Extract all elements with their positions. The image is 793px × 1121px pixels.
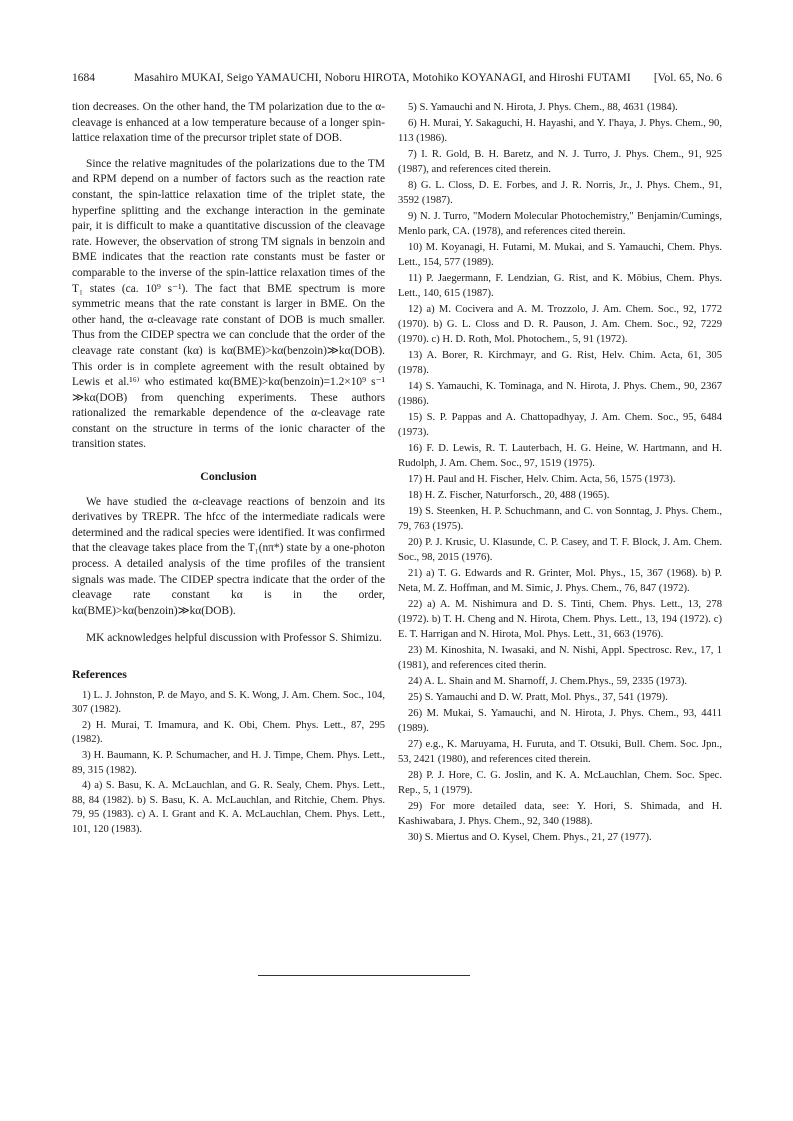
reference-item: 18) H. Z. Fischer, Naturforsch., 20, 488 (1965). bbox=[408, 490, 610, 502]
reference-item: 25) S. Yamauchi and D. W. Pratt, Mol. Phys., 37, 541 (1979). bbox=[408, 692, 668, 704]
reference-item: 23) M. Kinoshita, N. Iwasaki, and N. Nishi, Appl. Spectrosc. Rev., 17, 1 (1981), and references cited therin. bbox=[398, 645, 722, 671]
reference-item: 2) H. Murai, T. Imamura, and K. Obi, Chem. Phys. Lett., 87, 295 (1982). bbox=[72, 719, 385, 746]
reference-item: 16) F. D. Lewis, R. T. Lauterbach, H. G. Heine, W. Hartmann, and H. Rudolph, J. Am. Chem. Soc., 97, 1519 (1975). bbox=[398, 443, 722, 469]
reference-item: 29) For more detailed data, see: Y. Hori, S. Shimada, and H. Kashiwabara, J. Phys. Chem., 92, 340 (1988). bbox=[398, 801, 722, 828]
header-authors: Masahiro MUKAI, Seigo YAMAUCHI, Noboru HIROTA, Motohiko KOYANAGI, and Hiroshi FUTAMI bbox=[134, 72, 631, 84]
reference-item: 27) e.g., K. Maruyama, H. Furuta, and T. Otsuki, Bull. Chem. Soc. Jpn., 53, 2421 (1980), and references cited therein. bbox=[398, 739, 722, 766]
reference-item: 7) I. R. Gold, B. H. Baretz, and N. J. Turro, J. Phys. Chem., 91, 925 (1987), and references cited therein. bbox=[398, 149, 722, 175]
reference-item: 4) a) S. Basu, K. A. McLauchlan, and G. R. Sealy, Chem. Phys. Lett., 88, 84 (1982). b) S. Basu, K. A. McLauchlan, and Ritchie, Chem. Phys. 79, 95 (1983). c) A. I. Grant and K. A. McLauchlan, Chem. Phys. Lett., 101, 120 (1983). bbox=[72, 780, 385, 835]
references-heading: References bbox=[72, 667, 127, 681]
reference-item: 3) H. Baumann, K. P. Schumacher, and H. J. Timpe, Chem. Phys. Lett., 89, 315 (1982). bbox=[72, 749, 385, 776]
reference-item: 21) a) T. G. Edwards and R. Grinter, Mol. Phys., 15, 367 (1968). b) P. Neta, M. Z. Hoffman, and M. Simic, J. Phys. Chem., 76, 847 (1972). bbox=[398, 568, 722, 595]
reference-item: 22) a) A. M. Nishimura and D. S. Tinti, Chem. Phys. Lett., 13, 278 (1972). b) T. H. Cheng and N. Hirota, Chem. Phys. Lett., 13, 194 (1972). c) E. T. Harrigan and N. Hirota, Mol. Phys. Lett., 31, 663 (1976). bbox=[398, 599, 722, 640]
conclusion-paragraph: We have studied the α-cleavage reactions of benzoin and its derivatives by TREPR. The hfcc of the intermediate radicals were determined and the radical species were identified. It was confirmed that the cleavage takes place from the T₁(nπ*) state by a one-photon process. A detailed analysis of the time profiles of the transient signals was made. The CIDEP spectra indicate that the order of the cleavage rate constant kα is in the order, kα(BME)>kα(benzoin)≫kα(DOB). bbox=[72, 495, 385, 617]
reference-item: 11) P. Jaegermann, F. Lendzian, G. Rist, and K. Möbius, Chem. Phys. Lett., 140, 615 (1987). bbox=[398, 273, 722, 299]
reference-item: 5) S. Yamauchi and N. Hirota, J. Phys. Chem., 88, 4631 (1984). bbox=[408, 102, 678, 113]
acknowledgement: MK acknowledges helpful discussion with Professor S. Shimizu. bbox=[86, 632, 382, 645]
reference-item: 10) M. Koyanagi, H. Futami, M. Mukai, and S. Yamauchi, Chem. Phys. Lett., 154, 577 (1989). bbox=[398, 242, 722, 268]
reference-item: 26) M. Mukai, S. Yamauchi, and N. Hirota, J. Phys. Chem., 93, 4411 (1989). bbox=[398, 708, 722, 735]
reference-item: 19) S. Steenken, H. P. Schuchmann, and C. von Sonntag, J. Phys. Chem., 79, 763 (1975). bbox=[398, 506, 722, 533]
right-column bbox=[398, 101, 722, 847]
reference-item: 17) H. Paul and H. Fischer, Helv. Chim. Acta, 56, 1575 (1973). bbox=[408, 474, 676, 485]
reference-item: 13) A. Borer, R. Kirchmayr, and G. Rist, Helv. Chim. Acta, 61, 305 (1978). bbox=[398, 350, 722, 376]
header-volume: [Vol. 65, No. 6 bbox=[653, 72, 722, 84]
left-column bbox=[72, 100, 385, 839]
reference-item: 30) S. Miertus and O. Kysel, Chem. Phys., 21, 27 (1977). bbox=[408, 832, 652, 844]
reference-item: 24) A. L. Shain and M. Sharnoff, J. Chem.Phys., 59, 2335 (1973). bbox=[408, 676, 688, 688]
reference-item: 28) P. J. Hore, C. G. Joslin, and K. A. McLauchlan, Chem. Soc. Spec. Rep., 5, 1 (1979). bbox=[398, 770, 722, 797]
section-heading-conclusion: Conclusion bbox=[200, 469, 257, 484]
page-number: 1684 bbox=[72, 72, 95, 84]
reference-item: 6) H. Murai, Y. Sakaguchi, H. Hayashi, and Y. I'haya, J. Phys. Chem., 90, 113 (1986). bbox=[398, 118, 722, 144]
body-paragraph: Since the relative magnitudes of the polarizations due to the TM and RPM depend on a number of factors such as the reaction rate constant, the spin-lattice relaxation time of the triplet state, the hyperfine splitting and the exchange interaction in the geminate pair, it is difficult to make a quantitative discussion of the cleavage rate. However, the observation of strong TM signals in benzoin and BME indicates that the reaction rate constants must be faster or comparable to the inverse of the spin-lattice relaxation times of the T₁ states (ca. 10⁹ s⁻¹). The fact that BME spectrum is more symmetric means that the rate constant is larger in BME. On the other hand, the α-cleavage rate constant of DOB is much smaller. Thus from the CIDEP spectra we can conclude that the order of the cleavage rate constant (kα) is kα(BME)>kα(benzoin)≫kα(DOB). This order is in complete agreement with the result obtained by Lewis et al.¹⁶⁾ who estimated kα(BME)>kα(benzoin)=1.2×10⁹ s⁻¹ ≫kα(DOB) from quenching experiments. These authors rationalized the remarkable dependence of the α-cleavage rate constant on the structure in terms of the ionic character of the transition states. bbox=[72, 157, 385, 451]
end-rule bbox=[258, 975, 470, 976]
reference-item: 20) P. J. Krusic, U. Klasunde, C. P. Casey, and T. F. Block, J. Am. Chem. Soc., 98, 2015 (1976). bbox=[398, 537, 722, 564]
reference-item: 9) N. J. Turro, "Modern Molecular Photochemistry," Benjamin/Cumings, Menlo park, CA. (1978), and references cited therein. bbox=[398, 211, 722, 237]
reference-item: 1) L. J. Johnston, P. de Mayo, and S. K. Wong, J. Am. Chem. Soc., 104, 307 (1982). bbox=[72, 689, 385, 716]
reference-item: 8) G. L. Closs, D. E. Forbes, and J. R. Norris, Jr., J. Phys. Chem., 91, 3592 (1987). bbox=[398, 180, 722, 206]
reference-item: 12) a) M. Cocivera and A. M. Trozzolo, J. Am. Chem. Soc., 92, 1772 (1970). b) G. L. Closs and D. R. Pauson, J. Am. Chem. Soc., 92, 7229 (1970). c) H. D. Roth, Mol. Photochem., 5, 91 (1972). bbox=[398, 304, 722, 345]
reference-item: 14) S. Yamauchi, K. Tominaga, and N. Hirota, J. Phys. Chem., 90, 2367 (1986). bbox=[398, 381, 722, 407]
reference-item: 15) S. P. Pappas and A. Chattopadhyay, J. Am. Chem. Soc., 95, 6484 (1973). bbox=[398, 412, 722, 438]
running-header bbox=[72, 70, 722, 86]
body-paragraph: tion decreases. On the other hand, the TM polarization due to the α-cleavage is enhanced at a low temperature because of a longer spin-lattice relaxation time of the precursor triplet state of DOB. bbox=[72, 101, 385, 145]
